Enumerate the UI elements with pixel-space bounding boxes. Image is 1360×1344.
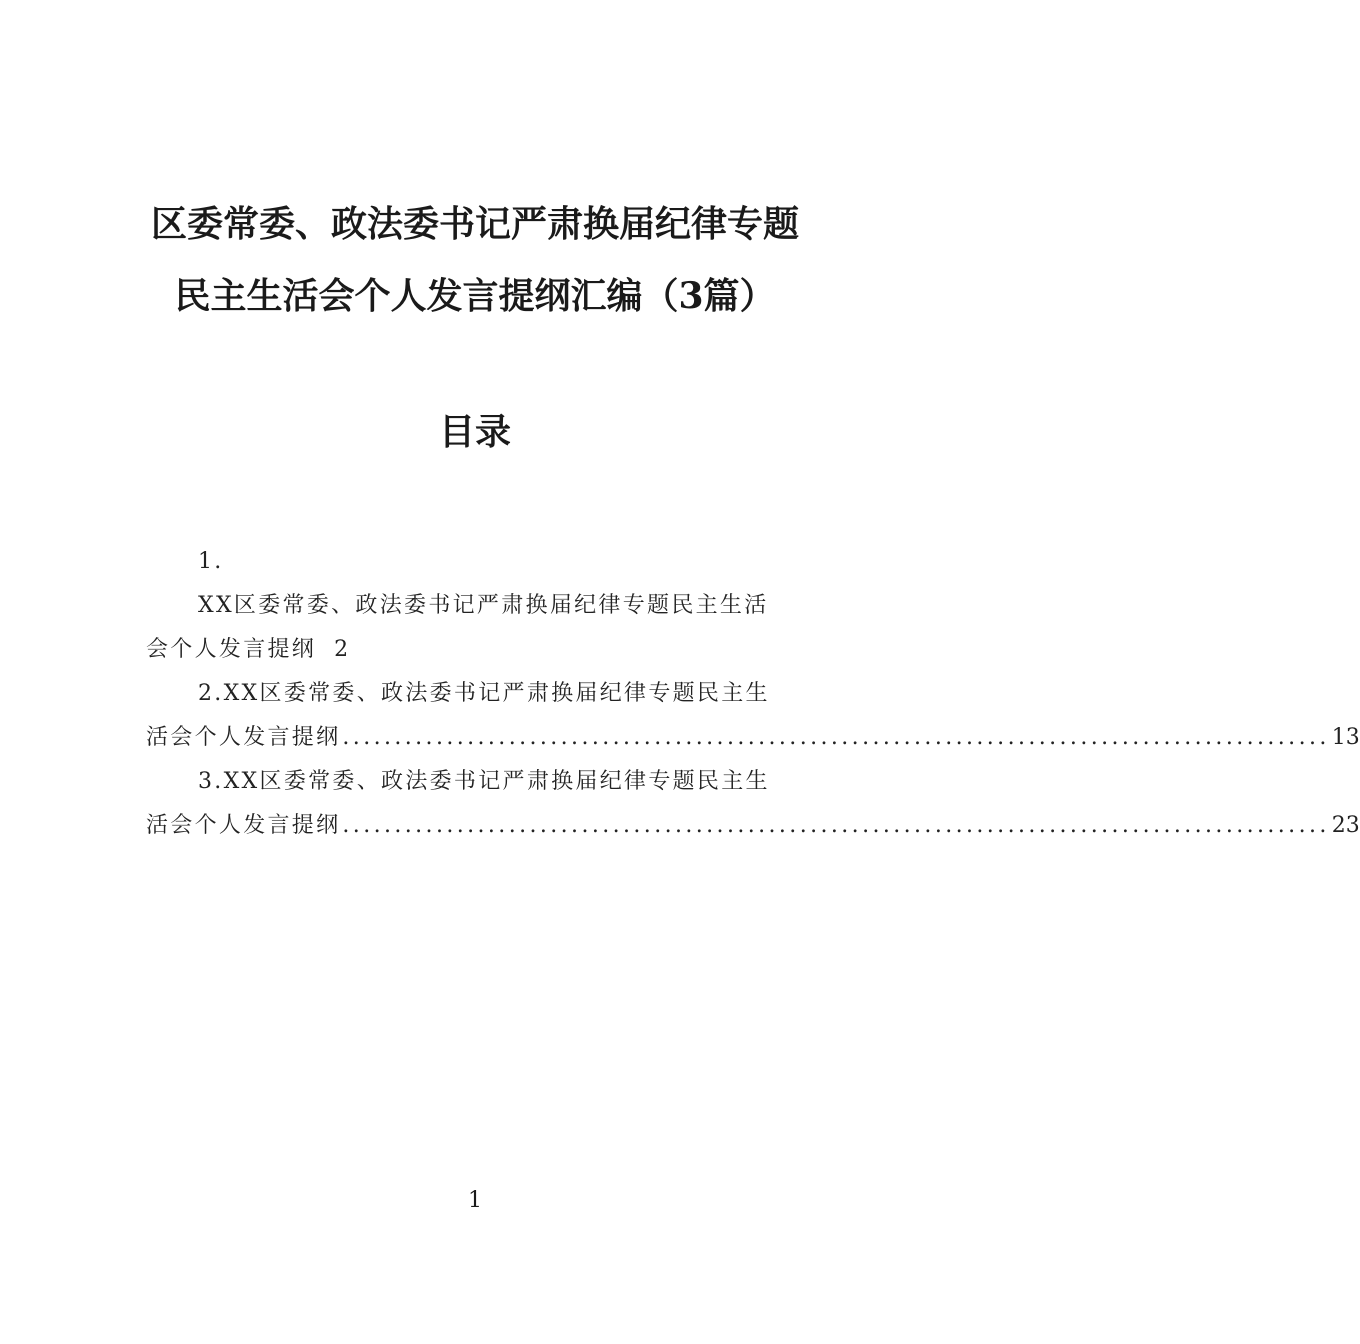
page-number: 1 — [468, 1188, 482, 1213]
toc-entry-3-page: 23 — [1331, 813, 1360, 838]
toc-entry-1-page: 2 — [334, 637, 351, 662]
toc-leader-dots: ............................................................................................... — [342, 725, 1330, 750]
toc-entry-1-line-1[interactable]: XX区委常委、政法委书记严肃换届纪律专题民主生活 — [198, 593, 769, 618]
toc-entry-2-line-1[interactable]: 2.XX区委常委、政法委书记严肃换届纪律专题民主生 — [198, 681, 770, 706]
toc-entry-2-text: 活会个人发言提纲 — [146, 725, 341, 750]
toc-entry-1-text: 会个人发言提纲 — [146, 637, 317, 662]
toc-entry-1-line-2[interactable] — [146, 628, 806, 672]
toc-entry-3-text: 活会个人发言提纲 — [146, 813, 341, 838]
document-title-line-1: 区委常委、政法委书记严肃换届纪律专题 — [150, 203, 799, 245]
toc-entry-2-page: 13 — [1331, 725, 1360, 750]
toc-entry-3-line-1[interactable]: 3.XX区委常委、政法委书记严肃换届纪律专题民主生 — [198, 769, 770, 794]
toc-entry-1-number: 1. — [198, 549, 224, 574]
document-title-line-2: 民主生活会个人发言提纲汇编（3篇） — [174, 275, 776, 317]
toc-entry-2-line-2[interactable] — [146, 716, 1360, 760]
toc-leader-dots: ............................................................................................... — [342, 813, 1330, 838]
toc-heading: 目录 — [438, 411, 511, 453]
toc-entry-3-line-2[interactable] — [146, 804, 1360, 848]
